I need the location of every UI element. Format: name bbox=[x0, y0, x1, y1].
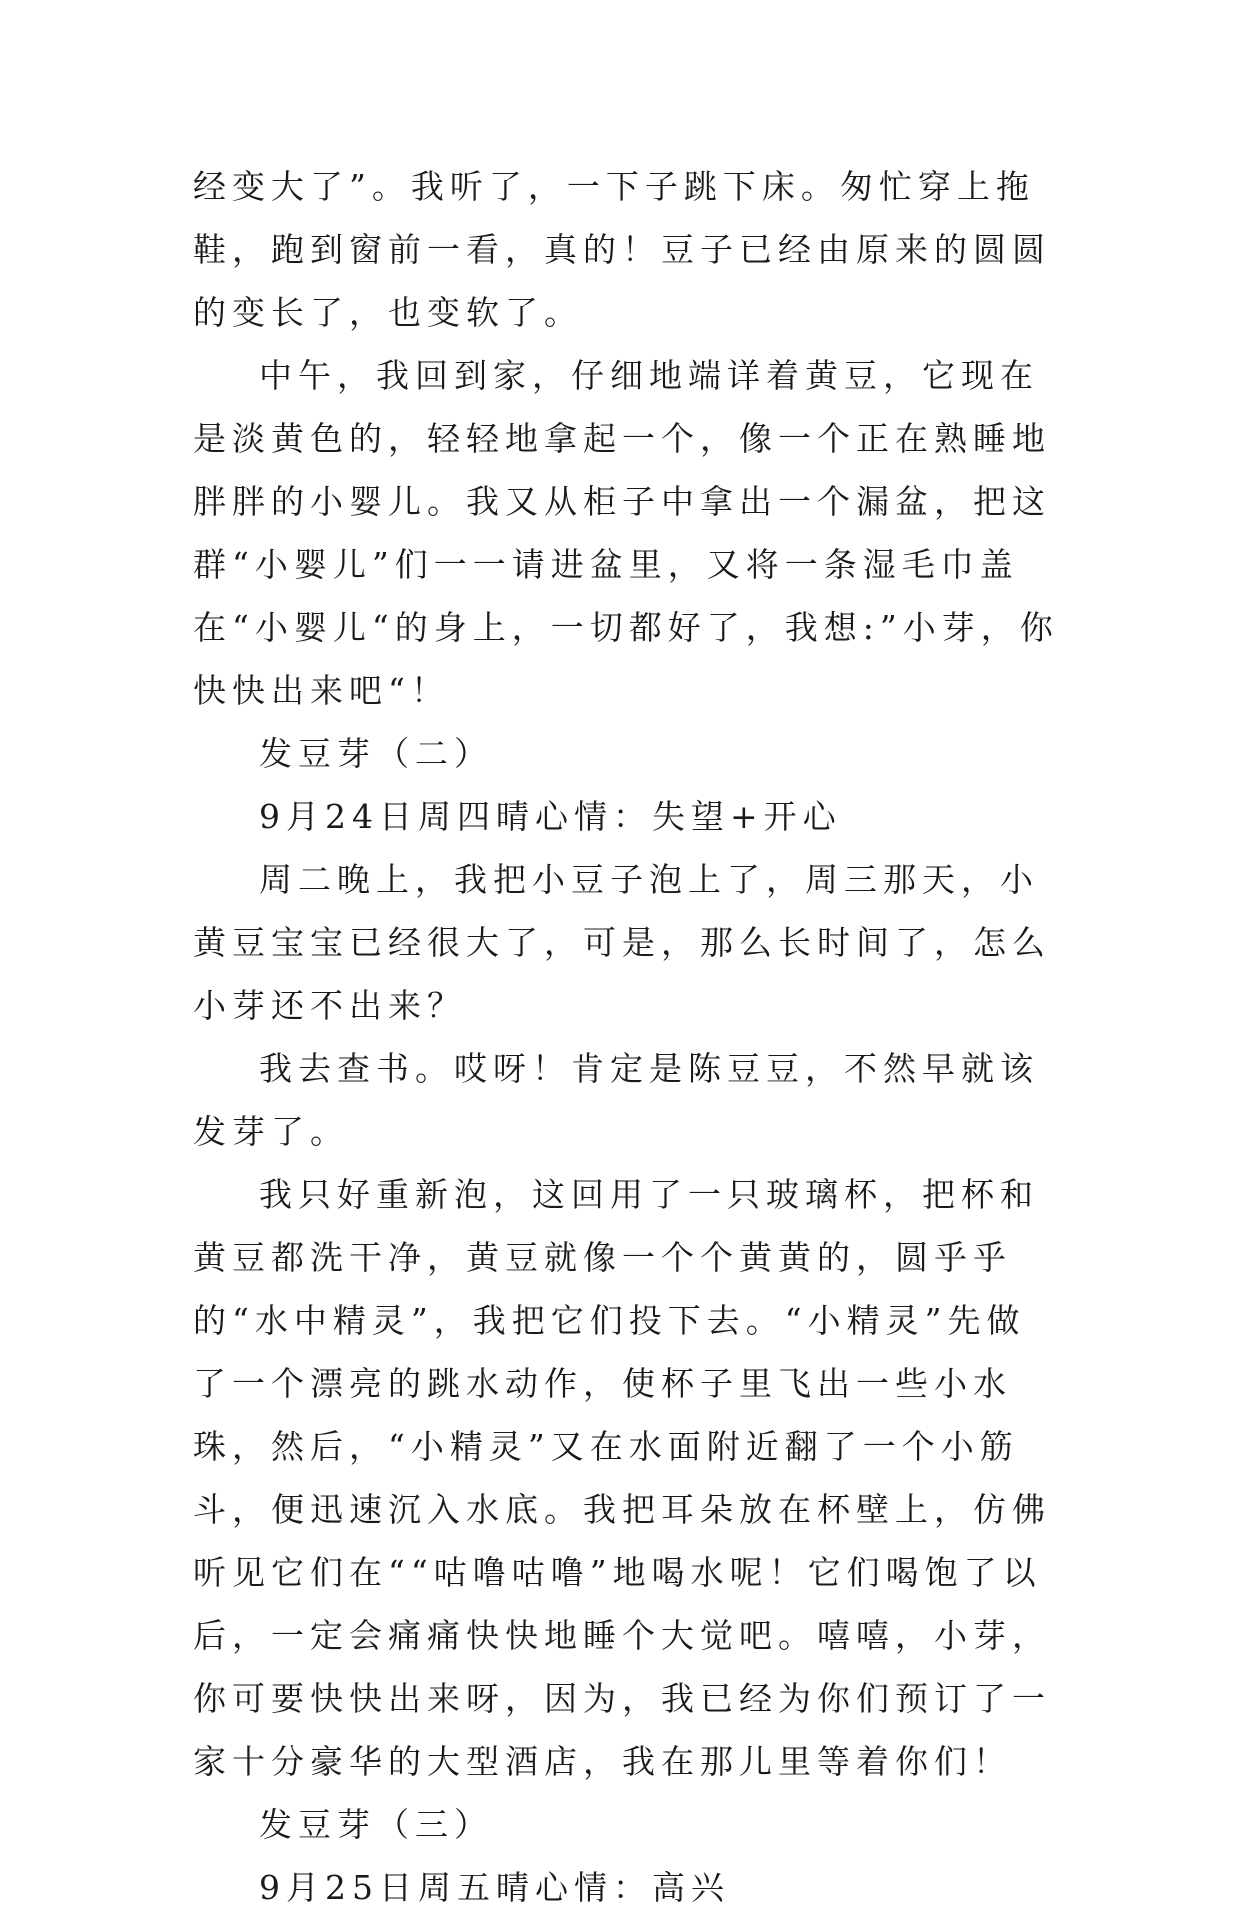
paragraph: 中午，我回到家，仔细地端详着黄豆，它现在是淡黄色的，轻轻地拿起一个，像一个正在熟睡地胖胖的小婴儿。我又从柜子中拿出一个漏盆，把这群“小婴儿”们一一请进盆里，又将一条湿毛巾盖在“小婴儿“的身上，一切都好了，我想:”小芽，你快快出来吧“！ bbox=[193, 356, 1059, 710]
section-heading: 发豆芽（三） bbox=[259, 1805, 493, 1844]
diary-date-line: 9月24日周四晴心情：失望+开心 bbox=[259, 797, 842, 836]
document-body bbox=[193, 155, 1063, 1919]
paragraph: 我去查书。哎呀！肯定是陈豆豆，不然早就该发芽了。 bbox=[193, 1049, 1039, 1151]
paragraph: 经变大了”。我听了，一下子跳下床。匆忙穿上拖鞋，跑到窗前一看，真的！豆子已经由原来的圆圆的变长了，也变软了。 bbox=[193, 167, 1051, 332]
paragraph: 周二晚上，我把小豆子泡上了，周三那天，小黄豆宝宝已经很大了，可是，那么长时间了，怎么小芽还不出来？ bbox=[193, 860, 1051, 1025]
section-heading: 发豆芽（二） bbox=[259, 734, 493, 773]
diary-date-line: 9月25日周五晴心情：高兴 bbox=[259, 1868, 730, 1907]
paragraph: 我只好重新泡，这回用了一只玻璃杯，把杯和黄豆都洗干净，黄豆就像一个个黄黄的，圆乎乎的“水中精灵”，我把它们投下去。“小精灵”先做了一个漂亮的跳水动作，使杯子里飞出一些小水珠，然后，“小精灵”又在水面附近翻了一个小筋斗，便迅速沉入水底。我把耳朵放在杯壁上，仿佛听见它们在““咕噜咕噜”地喝水呢！它们喝饱了以后，一定会痛痛快快地睡个大觉吧。嘻嘻，小芽，你可要快快出来呀，因为，我已经为你们预订了一家十分豪华的大型酒店，我在那儿里等着你们！ bbox=[193, 1175, 1051, 1781]
